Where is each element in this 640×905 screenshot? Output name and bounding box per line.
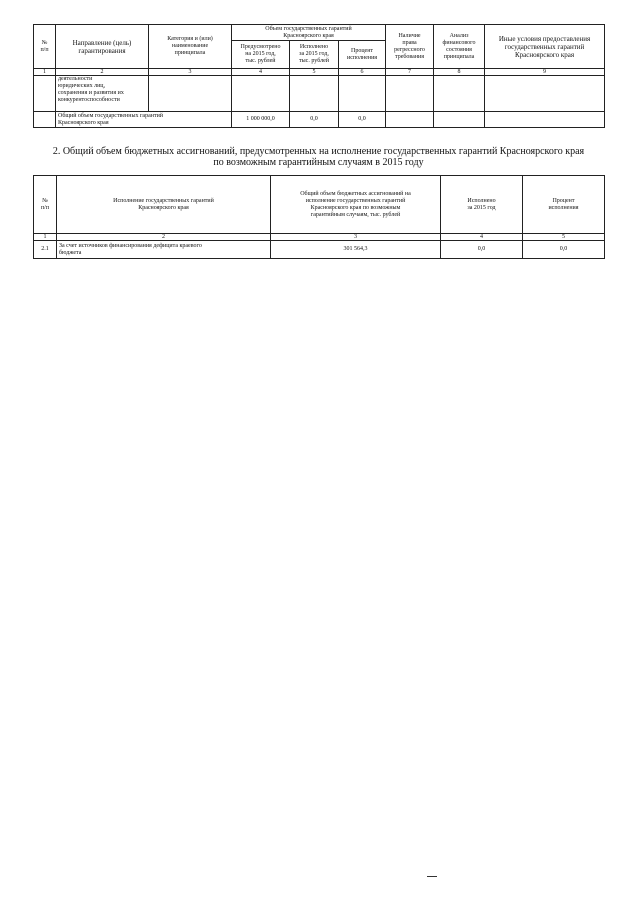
column-numbers-row <box>34 234 605 241</box>
section-2-title: 2. Общий объем бюджетных ассигнований, предусмотренных на исполнение государственных гарантий Красноярского края по возможным гарантийным случаям в 2015 году <box>52 146 585 168</box>
header-analysis: Анализ финансового состояния принципала <box>434 25 485 69</box>
row-percent: 0,0 <box>523 241 605 259</box>
col-number: 9 <box>485 69 605 76</box>
header-executed: Исполнено за 2015 год, тыс. рублей <box>290 41 339 69</box>
col-number: 3 <box>149 69 232 76</box>
total-executed: 0,0 <box>290 112 339 128</box>
col-number: 1 <box>34 234 57 241</box>
col-number: 3 <box>271 234 441 241</box>
col-number: 5 <box>523 234 605 241</box>
table-row <box>34 241 605 259</box>
header-execution: Исполнение государственных гарантий Красноярского края <box>57 176 271 234</box>
header-executed: Исполнено за 2015 год <box>441 176 523 234</box>
col-number: 2 <box>57 234 271 241</box>
col-number: 4 <box>232 69 290 76</box>
col-number: 6 <box>339 69 386 76</box>
header-num: № п/п <box>34 176 57 234</box>
total-planned: 1 000 000,0 <box>232 112 290 128</box>
header-total: Общий объем бюджетных ассигнований на исполнение государственных гарантий Красноярского края по возможным гарантийным случаям, тыс. рублей <box>271 176 441 234</box>
col-number: 8 <box>434 69 485 76</box>
column-numbers-row <box>34 69 605 76</box>
header-direction: Направление (цель) гарантирования <box>56 25 149 69</box>
row-num: 2.1 <box>34 241 57 259</box>
header-num: № п/п <box>34 25 56 69</box>
header-other: Иные условия предоставления государственных гарантий Красноярского края <box>485 25 605 69</box>
col-number: 7 <box>386 69 434 76</box>
row-executed: 0,0 <box>441 241 523 259</box>
header-planned: Предусмотрено на 2015 год, тыс. рублей <box>232 41 290 69</box>
row-total: 301 564,3 <box>271 241 441 259</box>
guarantees-table <box>33 24 605 128</box>
header-regress: Наличие права регрессного требования <box>386 25 434 69</box>
page-dash <box>427 876 437 877</box>
header-category: Категория и (или) наименование принципала <box>149 25 232 69</box>
row-label: За счет источников финансирования дефицита краевого бюджета <box>57 241 271 259</box>
allocations-table <box>33 175 605 259</box>
col-number: 4 <box>441 234 523 241</box>
header-volume: Объем государственных гарантий Красноярского края <box>232 25 386 41</box>
col-number: 5 <box>290 69 339 76</box>
col-number: 2 <box>56 69 149 76</box>
total-percent: 0,0 <box>339 112 386 128</box>
total-row <box>34 112 605 128</box>
header-percent: Процент исполнения <box>339 41 386 69</box>
total-label: Общий объем государственных гарантий Красноярского края <box>56 112 232 128</box>
direction-text: деятельности юридических лиц, сохранения и развития их конкурентоспособности <box>56 76 149 112</box>
table-row <box>34 76 605 112</box>
col-number: 1 <box>34 69 56 76</box>
header-percent: Процент исполнения <box>523 176 605 234</box>
